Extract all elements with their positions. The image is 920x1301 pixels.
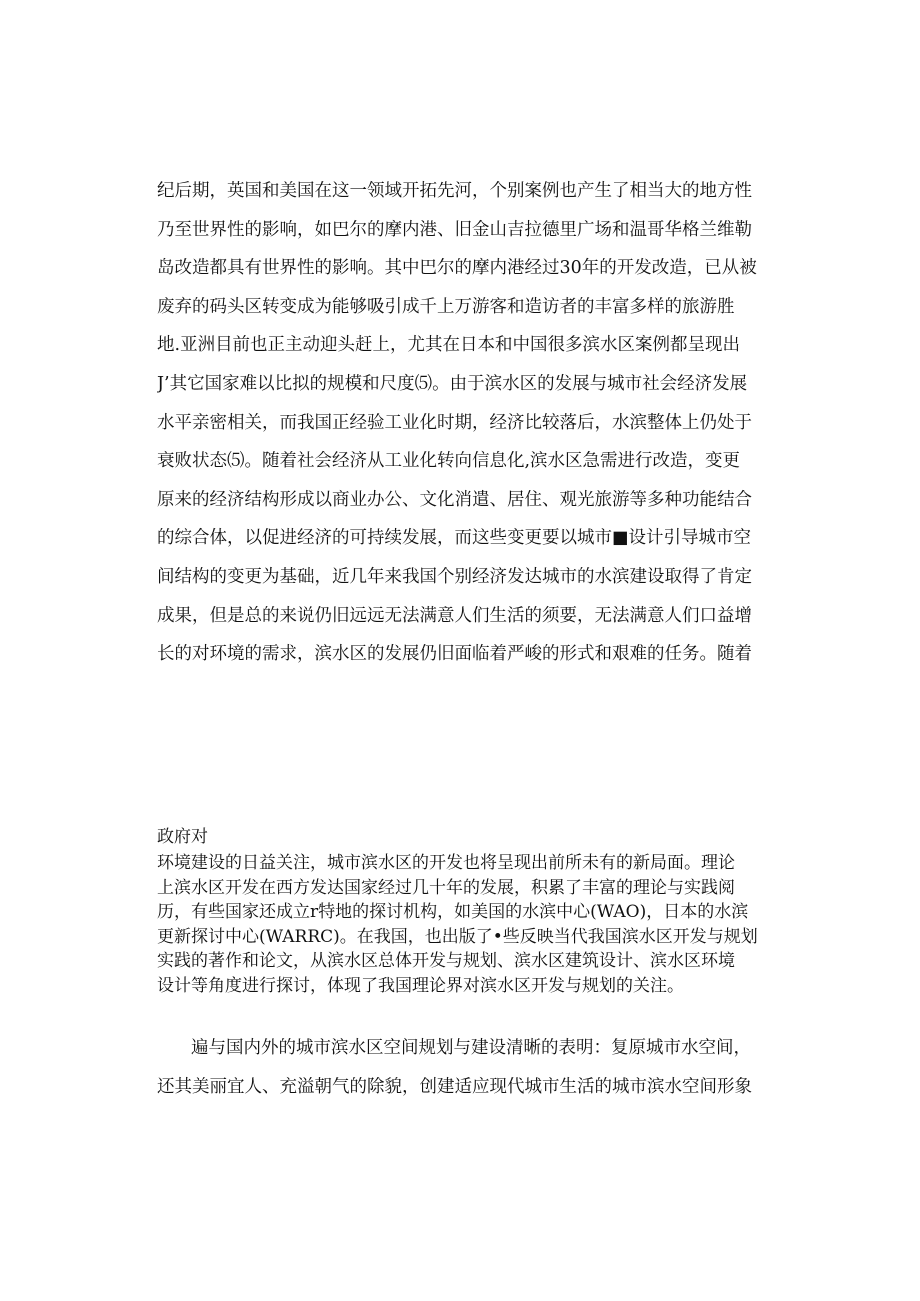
text-line: 更新探讨中心(WARRC)。在我国，也出版了•些反映当代我国滨水区开发与规划: [157, 926, 758, 947]
text-line: 废弃的码头区转变成为能够吸引成千上万游客和造访者的丰富多样的旅游胜: [157, 296, 735, 317]
text-line: 还其美丽宜人、充溢朝气的除貌，创建适应现代城市生活的城市滨水空间形象: [157, 1076, 752, 1097]
text-line: 设计等角度进行探讨，体现了我国理论界对滨水区开发与规划的关注。: [157, 975, 684, 996]
text-line: 乃至世界性的影响，如巴尔的摩内港、旧金山吉拉德里广场和温哥华格兰维勒: [157, 219, 752, 240]
text-line: 岛改造都具有世界性的影响。其中巴尔的摩内港经过30年的开发改造，已从被: [157, 258, 757, 279]
text-line: J’其它国家难以比拟的规模和尺度⑸。由于滨水区的发展与城市社会经济发展: [157, 373, 748, 394]
text-line: 衰败状态⑸。随着社会经济从工业化转向信息化,滨水区急需进行改造，变更: [157, 451, 741, 472]
text-line: 政府对: [157, 827, 208, 847]
paragraph-1-continued: [157, 824, 777, 998]
text-line: 纪后期，英国和美国在这一领域开拓先河，个别案例也产生了相当大的地方性: [157, 181, 752, 201]
text-line: 实践的著作和论文，从滨水区总体开发与规划、滨水区建筑设计、滨水区环境: [157, 951, 735, 971]
paragraph-2: [157, 1029, 777, 1106]
paragraph-1: [157, 172, 777, 674]
text-line: 上滨水区开发在西方发达国家经过几十年的发展，积累了丰富的理论与实践阅: [157, 877, 735, 898]
text-line: 成果，但是总的来说仍旧远远无法满意人们生活的须要，无法满意人们口益增: [157, 605, 752, 626]
text-line: 历，有些国家还成立r特地的探讨机构，如美国的水滨中心(WAO)，日本的水滨: [157, 902, 749, 922]
text-line: 环境建设的日益关注，城市滨水区的开发也将呈现出前所未有的新局面。理论: [157, 853, 735, 873]
text-line: 间结构的变更为基础，近几年来我国个别经济发达城市的水滨建设取得了肯定: [157, 566, 752, 587]
text-line: 原来的经济结构形成以商业办公、文化消遣、居住、观光旅游等多种功能结合: [157, 489, 752, 510]
text-line: 的综合体，以促进经济的可持续发展，而这些变更要以城市■设计引导城市空: [157, 528, 752, 549]
text-line: 水平亲密相关，而我国正经验工业化时期，经济比较落后，水滨整体上仍处于: [157, 412, 752, 433]
text-line: 长的对环境的需求，滨水区的发展仍旧面临着严峻的形式和艰难的任务。随着: [157, 644, 752, 665]
text-line: 地.亚洲目前也正主动迎头赶上，尤其在日本和中国很多滨水区案例都呈现出: [157, 335, 741, 356]
text-line: 遍与国内外的城市滨水区空间规划与建设清晰的表明：复原城市水空间，: [191, 1038, 751, 1058]
